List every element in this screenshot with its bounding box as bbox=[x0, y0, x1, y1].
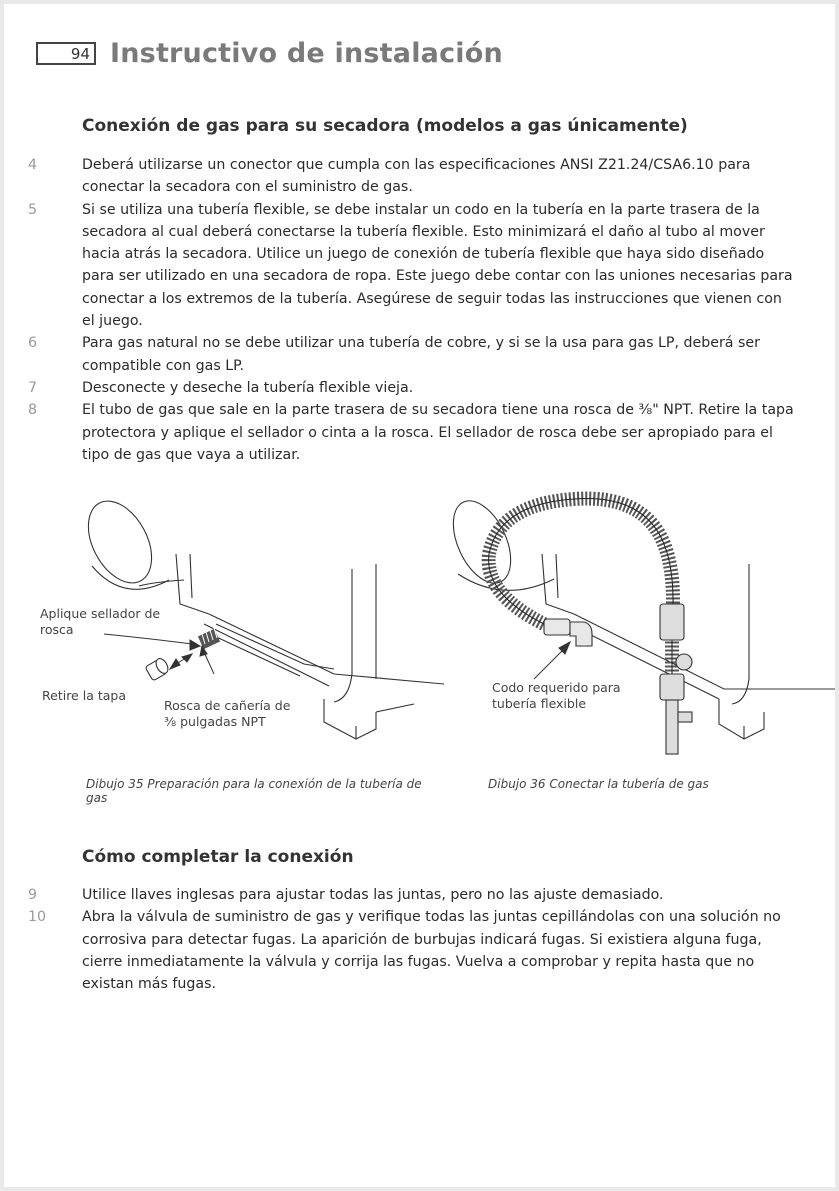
step-item bbox=[24, 199, 794, 333]
step-number: 10 bbox=[28, 909, 47, 926]
flexible-gas-line-illustration bbox=[444, 484, 835, 769]
label-remove-cap: Retire la tapa bbox=[42, 688, 126, 703]
label-apply-sealant: Aplique sellador de rosca bbox=[40, 606, 161, 637]
step-item bbox=[24, 399, 794, 466]
figure-35-caption: Dibujo 35 Preparación para la conexión de la tubería de gas bbox=[86, 777, 422, 805]
step-text: El tubo de gas que sale en la parte trasera de su secadora tiene una rosca de ⅜" NPT. Retire la tapa protectora y aplique el sellador o cinta a la rosca. El sellador de rosca debe ser apropiado para el tipo de gas que vaya a utilizar. bbox=[82, 402, 794, 463]
steps-list-complete-connection bbox=[24, 884, 794, 995]
step-number: 5 bbox=[28, 201, 38, 218]
section-title-gas-connection: Conexión de gas para su secadora (modelos a gas únicamente) bbox=[82, 116, 688, 136]
step-text: Si se utiliza una tubería flexible, se debe instalar un codo en la tubería en la parte trasera de la secadora al cual deberá conectarse la tubería flexible. Esto minimizará el daño al tubo al mover hacia atrás la secadora. Utilice un juego de conexión de tubería flexible que haya sido diseñado para ser utilizado en una secadora de ropa. Este juego debe contar con las uniones necesarias para conectar a los extremos de la tubería. Asegúrese de seguir todas las instrucciones que vienen con el juego. bbox=[82, 201, 793, 330]
step-text: Desconecte y deseche la tubería flexible vieja. bbox=[82, 379, 414, 396]
protective-cap bbox=[145, 657, 170, 681]
step-number: 9 bbox=[28, 887, 38, 903]
threaded-pipe-end bbox=[198, 628, 220, 649]
step-item bbox=[24, 884, 794, 906]
page-number: 94 bbox=[36, 42, 96, 65]
page-header bbox=[36, 38, 503, 69]
shutoff-valve bbox=[660, 604, 692, 754]
step-text: Abra la válvula de suministro de gas y verifique todas las juntas cepillándolas con una solución no corrosiva para detectar fugas. La aparición de burbujas indicará fugas. Si existiera alguna fuga, cierre inmediatamente la válvula y corrija las fugas. Vuelva a comprobar y repita hasta que no existan más fugas. bbox=[82, 909, 781, 993]
step-item bbox=[24, 906, 794, 995]
flexible-hose bbox=[489, 499, 673, 674]
step-text: Utilice llaves inglesas para ajustar todas las juntas, pero no las ajuste demasiado. bbox=[82, 887, 664, 903]
step-number: 7 bbox=[28, 379, 38, 396]
figure-36 bbox=[444, 484, 835, 794]
section-title-complete-connection: Cómo completar la conexión bbox=[82, 847, 354, 867]
step-number: 4 bbox=[28, 157, 38, 173]
figure-35 bbox=[4, 494, 444, 805]
label-pipe-thread: Rosca de cañería de ⅜ pulgadas NPT bbox=[164, 698, 291, 729]
label-elbow-required: Codo requerido para tubería flexible bbox=[492, 680, 621, 711]
step-item bbox=[24, 332, 794, 377]
manual-page bbox=[4, 4, 835, 1187]
callout-arrow bbox=[534, 642, 570, 679]
step-number: 6 bbox=[28, 335, 38, 352]
step-text: Para gas natural no se debe utilizar una tubería de cobre, y si se la usa para gas LP, deberá ser compatible con gas LP. bbox=[82, 335, 760, 374]
figure-36-caption: Dibujo 36 Conectar la tubería de gas bbox=[488, 777, 709, 791]
step-text: Deberá utilizarse un conector que cumpla con las especificaciones ANSI Z21.24/CSA6.10 para conectar la secadora con el suministro de gas. bbox=[82, 157, 751, 196]
steps-list-gas-connection bbox=[24, 154, 794, 466]
page-title: Instructivo de instalación bbox=[110, 38, 503, 69]
step-item bbox=[24, 377, 794, 399]
step-item bbox=[24, 154, 794, 199]
elbow-fitting bbox=[544, 619, 592, 646]
step-number: 8 bbox=[28, 402, 38, 419]
